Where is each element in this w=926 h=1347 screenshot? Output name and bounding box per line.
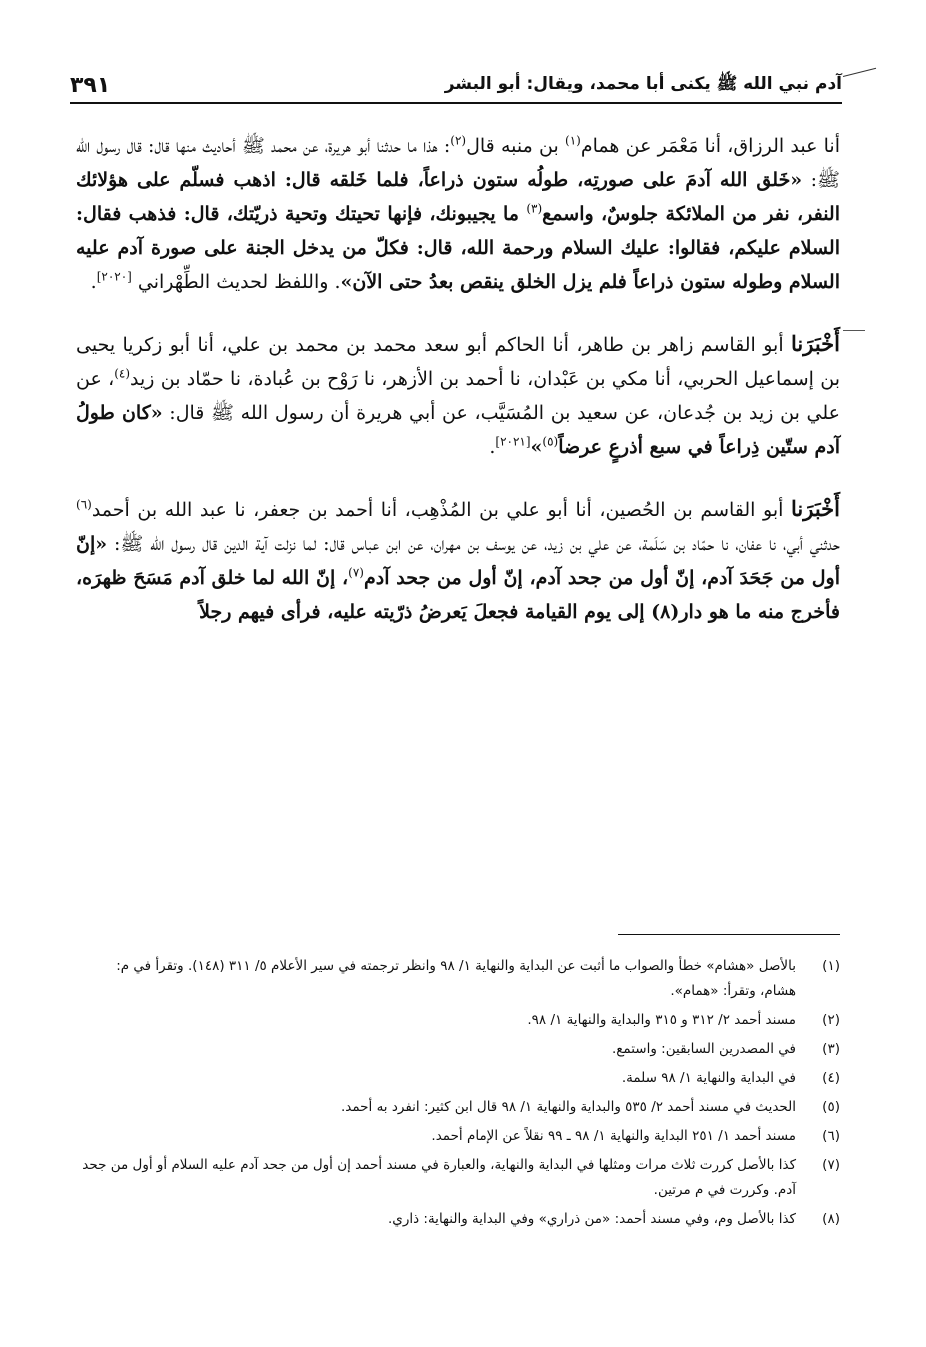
hadith-quote: » bbox=[530, 436, 543, 458]
footnote-number: (٢) bbox=[822, 1012, 840, 1028]
paragraph-lead: أَخْبَرَنا bbox=[791, 331, 840, 356]
text-run: أبو القاسم بن الحُصين، أنا أبو علي بن المُذْهِب، أنا أحمد بن جعفر، نا عبد الله بن أحمد bbox=[91, 499, 792, 521]
text-run: بن منبه قال bbox=[466, 135, 566, 157]
margin-mark bbox=[843, 330, 865, 331]
footnote-item bbox=[78, 1124, 840, 1149]
text-run: ، عن علي بن زيد بن جُدعان، عن سعيد بن المُسَيَّب، عن أبي هريرة أن رسول الله ﷺ قال: bbox=[76, 368, 840, 424]
text-run: أنا عبد الرزاق، أنا مَعْمَر عن همام bbox=[580, 135, 840, 157]
footnote-text: في البداية والنهاية ١/ ٩٨ سلمة. bbox=[621, 1070, 796, 1086]
hadith-quote: ، إنّ الله لما خلق آدم مَسَحَ ظهرَه، فأخرج منه ما هو دار(٨) إلى يوم القيامة فجعلَ يَعرضُ ذرّيته عليه، فرأى فيهم رجلاً bbox=[76, 567, 840, 623]
footnote-item bbox=[78, 1066, 840, 1091]
footnote-number: (٨) bbox=[822, 1211, 840, 1227]
footnote-text: في المصدرين السابقين: واستمع. bbox=[611, 1041, 796, 1057]
footnote-number: (٦) bbox=[822, 1128, 840, 1144]
footnote-number: (١) bbox=[822, 958, 840, 974]
text-run: : هذا ما حدثنا أبو هريرة، عن محمد ﷺ أحاديث منها قال: قال رسول الله ﷺ: bbox=[76, 135, 840, 191]
footnote-marker: (٥) bbox=[542, 434, 559, 449]
text-run: . bbox=[90, 271, 97, 293]
text-run: . bbox=[489, 436, 496, 458]
hadith-number: [٢٠٢٠] bbox=[96, 269, 132, 284]
corner-mark bbox=[843, 68, 876, 77]
footnote-marker: (٧) bbox=[348, 565, 364, 580]
footnote-marker: (١) bbox=[565, 133, 581, 148]
paragraph-3 bbox=[76, 492, 840, 629]
footnote-item bbox=[78, 1095, 840, 1120]
hadith-quote: «كان طولُ آدم ستّين ذِراعاً في سبع أذرعٍ عرضاً bbox=[76, 402, 840, 458]
footnote-text: كذا بالأصل وم، وفي مسند أحمد: «من ذراري» وفي البداية والنهاية: ذاري. bbox=[387, 1211, 796, 1227]
footnote-number: (٣) bbox=[822, 1041, 840, 1057]
footnote-marker: (٤) bbox=[114, 366, 131, 381]
footnote-item bbox=[78, 954, 840, 1004]
hadith-quote: ما يجيبونك، فإنها تحيتك وتحية ذريّتك، قال: فذهب فقال: السلام عليكم، فقالوا: عليك السلام ورحمة الله، قال: فكلّ من يدخل الجنة على صورة آدم عليه السلام وطوله ستون ذراعاً فلم يزل الخلق ينقص بعدُ حتى الآن» bbox=[76, 203, 840, 293]
main-text bbox=[76, 128, 840, 629]
paragraph-1 bbox=[76, 128, 840, 299]
footnote-number: (٧) bbox=[822, 1157, 840, 1173]
footnote-marker: (٣) bbox=[526, 201, 543, 216]
footnote-text: مسند أحمد ٢/ ٣١٢ و ٣١٥ والبداية والنهاية ١/ ٩٨. bbox=[527, 1012, 796, 1028]
footnote-number: (٥) bbox=[822, 1099, 840, 1115]
paragraph-2 bbox=[76, 327, 840, 464]
hadith-quote: «إنّ أول من جَحَدَ آدم، إنّ أول من جحد آدم، إنّ أول من جحد آدم bbox=[76, 533, 840, 589]
footnote-text: بالأصل «هشام» خطأ والصواب ما أثبت عن البداية والنهاية ١/ ٩٨ وانظر ترجمته في سير الأعلام ٥/ ٣١١ (١٤٨). وتقرأ في م: هشام، وتقرأ: «همام». bbox=[116, 958, 796, 999]
footnote-item bbox=[78, 1207, 840, 1232]
footnote-item bbox=[78, 1008, 840, 1033]
footnotes-list bbox=[78, 954, 840, 1236]
text-run: . واللفظ لحديث الطِّهْراني bbox=[131, 271, 341, 293]
footnote-item bbox=[78, 1153, 840, 1203]
footnote-number: (٤) bbox=[822, 1070, 840, 1086]
hadith-quote: «خَلق الله آدمَ على صورتِه، طولُه ستون ذراعاً، فلما خَلقه قال: اذهب فسلّم على هؤلائك النفر، نفر من الملائكة جلوسٌ، واسمع bbox=[76, 169, 840, 225]
text-run: أبو القاسم زاهر بن طاهر، أنا الحاكم أبو سعد محمد بن محمد بن علي، أنا أبو زكريا يحيى بن إسماعيل الحربي، أنا مكي بن عَبْدان، نا أحمد بن الأزهر، نا رَوْح بن عُبادة، نا حمّاد بن زيد bbox=[76, 334, 840, 390]
running-title: آدم نبي الله ﷺ يكنى أبا محمد، ويقال: أبو البشر bbox=[444, 74, 842, 94]
footnote-marker: (٢) bbox=[450, 133, 467, 148]
text-run: حدثني أبي، نا عفان، نا حمّاد بن سَلَمة، عن علي بن زيد، عن يوسف بن مهران، عن ابن عباس قال: لما نزلت آية الدين قال رسول الله ﷺ: bbox=[107, 533, 840, 555]
running-header bbox=[70, 60, 842, 104]
footnote-text: مسند أحمد ١/ ٢٥١ البداية والنهاية ١/ ٩٨ ـ ٩٩ نقلاً عن الإمام أحمد. bbox=[431, 1128, 796, 1144]
hadith-number: [٢٠٢١] bbox=[495, 434, 531, 449]
paragraph-lead: أَخْبَرَنا bbox=[791, 496, 840, 521]
page-number: ٣٩١ bbox=[70, 73, 111, 98]
footnote-item bbox=[78, 1037, 840, 1062]
footnote-separator bbox=[618, 934, 840, 935]
footnote-marker: (٦) bbox=[76, 497, 92, 512]
footnote-text: الحديث في مسند أحمد ٢/ ٥٣٥ والبداية والنهاية ١/ ٩٨ قال ابن كثير: انفرد به أحمد. bbox=[341, 1099, 796, 1115]
footnote-text: كذا بالأصل كررت ثلاث مرات ومثلها في البداية والنهاية، والعبارة في مسند أحمد إن أول من جحد آدم عليه السلام أو أول من جحد آدم. وكررت في م مرتين. bbox=[82, 1157, 796, 1198]
